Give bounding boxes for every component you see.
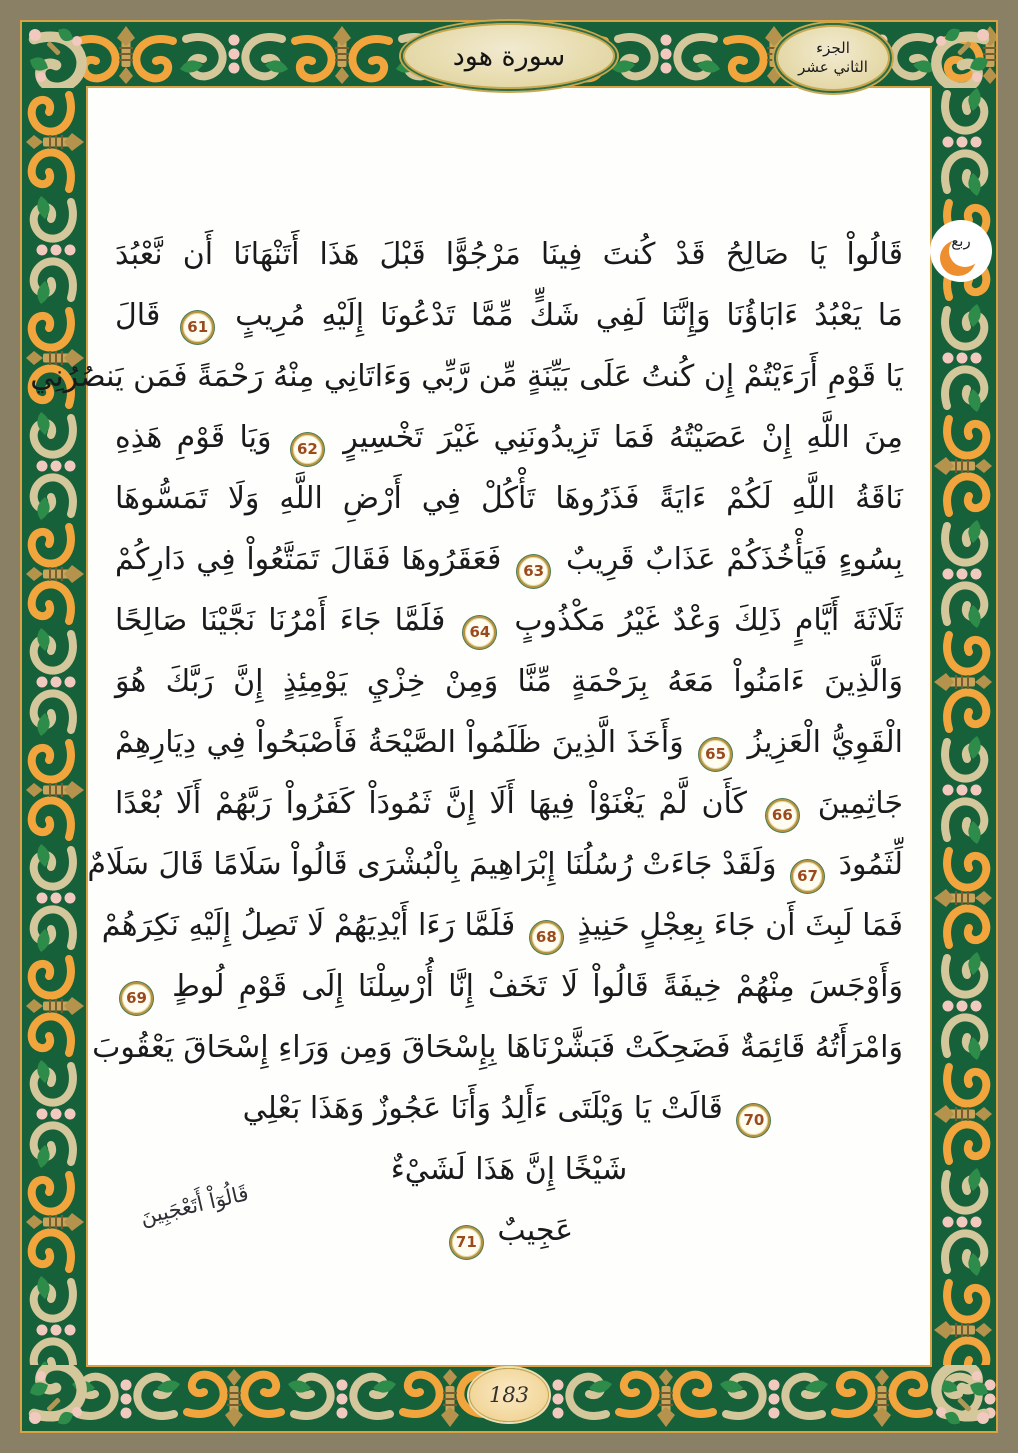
- quran-line: [115, 468, 903, 529]
- ayah-text: وَلَقَدْ جَاءَتْ رُسُلُنَا إِبْرَاهِيمَ بِالْبُشْرَى قَالُواْ سَلَامًا قَالَ سَلَامٌ: [87, 847, 777, 882]
- corner-ornament-bottom-left: [22, 1365, 88, 1431]
- quran-lines: [30, 224, 904, 1261]
- corner-ornament-top-left: [22, 22, 88, 88]
- quran-line: [115, 651, 903, 712]
- ayah-text: يَا قَوْمِ أَرَءَيْتُمْ إِن كُنتُ عَلَى بَيِّنَةٍ مِّن رَّبِّي وَءَاتَانِي مِنْهُ رَحْمَةً فَمَن يَنصُرُنِي: [30, 359, 903, 394]
- ayah-text: وَيَا قَوْمِ هَذِهِ: [115, 420, 272, 455]
- quran-line: [115, 285, 903, 346]
- ayah-text: وَالَّذِينَ ءَامَنُواْ مَعَهُ بِرَحْمَةٍ مِّنَّا وَمِنْ خِزْيِ يَوْمِئِذٍ إِنَّ رَبَّكَ هُوَ: [115, 664, 903, 699]
- ayah-number-marker: 67: [791, 860, 824, 893]
- juz-label-line2: الثاني عشر: [798, 58, 868, 76]
- ayah-text: مَا يَعْبُدُ ءَابَاؤُنَا وَإِنَّنَا لَفِي شَكٍّ مِّمَّا تَدْعُونَا إِلَيْهِ مُرِيبٍ: [235, 298, 903, 333]
- ayah-text: فَمَا لَبِثَ أَن جَاءَ بِعِجْلٍ حَنِيذٍ: [577, 908, 903, 943]
- ayah-text: فَعَقَرُوهَا فَقَالَ تَمَتَّعُواْ فِي دَارِكُمْ: [115, 542, 502, 577]
- ayah-text: الْقَوِيُّ الْعَزِيزُ: [747, 725, 903, 760]
- quran-line: [115, 712, 903, 773]
- corner-ornament-top-right: [930, 22, 996, 88]
- ayah-text: قَالَتْ يَا وَيْلَتَى ءَأَلِدُ وَأَنَا عَجُوزٌ وَهَذَا بَعْلِي: [242, 1091, 723, 1126]
- quran-line: [115, 529, 903, 590]
- surah-title-cartouche: [401, 21, 617, 91]
- rub-quarter-marker: [928, 218, 994, 284]
- ayah-text: قَالُواْ يَا صَالِحُ قَدْ كُنتَ فِينَا مَرْجُوًّا قَبْلَ هَذَا أَتَنْهَانَا أَن نَّعْبُدَ: [115, 237, 903, 272]
- ayah-text: مِنَ اللَّهِ إِنْ عَصَيْتُهُ فَمَا تَزِيدُونَنِي غَيْرَ تَخْسِيرٍ: [343, 420, 904, 455]
- ayah-number-marker: 61: [181, 311, 214, 344]
- quran-line: [115, 1200, 903, 1261]
- ayah-number-marker: 64: [463, 616, 496, 649]
- page-number: 183: [488, 1383, 530, 1407]
- ayah-text: كَأَن لَّمْ يَغْنَوْاْ فِيهَا أَلَا إِنَّ ثَمُودَاْ كَفَرُواْ رَبَّهُمْ أَلَا بُعْدًا: [115, 786, 747, 821]
- quran-line: [92, 1017, 903, 1078]
- quran-line: [115, 1078, 903, 1139]
- rub-marker-label: ربع: [951, 232, 971, 250]
- ayah-number-marker: 69: [120, 982, 153, 1015]
- ayah-text: وَأَوْجَسَ مِنْهُمْ خِيفَةً قَالُواْ لَا تَخَفْ إِنَّا أُرْسِلْنَا إِلَى قَوْمِ لُوطٍ: [172, 969, 903, 1004]
- ayah-text: ثَلَاثَةَ أَيَّامٍ ذَلِكَ وَعْدٌ غَيْرُ مَكْذُوبٍ: [514, 603, 903, 638]
- quran-line: [115, 224, 903, 285]
- quran-line: [115, 407, 903, 468]
- ayah-text: قَالَ: [115, 298, 161, 333]
- juz-label-line1: الجزء: [816, 39, 850, 57]
- ayah-number-marker: 65: [699, 738, 732, 771]
- ayah-number-marker: 68: [530, 921, 563, 954]
- quran-line: [115, 773, 903, 834]
- juz-cartouche: [774, 23, 892, 93]
- ayah-text: نَاقَةُ اللَّهِ لَكُمْ ءَايَةً فَذَرُوهَا تَأْكُلْ فِي أَرْضِ اللَّهِ وَلَا تَمَسُّوهَا: [115, 481, 903, 516]
- surah-title: سورة هود: [452, 40, 566, 72]
- ayah-number-marker: 70: [737, 1104, 770, 1137]
- ayah-text: جَاثِمِينَ: [817, 786, 903, 821]
- catchword: قَالُوٓاْ أَتَعْجَبِينَ: [138, 1181, 251, 1230]
- quran-line: [115, 956, 903, 1017]
- quran-line: [30, 346, 903, 407]
- ayah-text: وَامْرَأَتُهُ قَائِمَةٌ فَضَحِكَتْ فَبَشَّرْنَاهَا بِإِسْحَاقَ وَمِن وَرَاءِ إِسْحَاقَ يَعْقُوبَ: [92, 1030, 903, 1065]
- ayah-number-marker: 71: [450, 1226, 483, 1259]
- quran-line: [115, 590, 903, 651]
- ayah-text: فَلَمَّا جَاءَ أَمْرُنَا نَجَّيْنَا صَالِحًا: [115, 603, 446, 638]
- ayah-text: وَأَخَذَ الَّذِينَ ظَلَمُواْ الصَّيْحَةُ فَأَصْبَحُواْ فِي دِيَارِهِمْ: [115, 725, 684, 760]
- ayah-text: بِسُوءٍ فَيَأْخُذَكُمْ عَذَابٌ قَرِيبٌ: [565, 542, 903, 577]
- ayah-text: عَجِيبٌ: [497, 1213, 574, 1248]
- border-ornament-left: [22, 88, 88, 1365]
- page-number-badge: [469, 1368, 549, 1422]
- ayah-text: فَلَمَّا رَءَا أَيْدِيَهُمْ لَا تَصِلُ إِلَيْهِ نَكِرَهُمْ: [101, 908, 516, 943]
- ayah-text: شَيْخًا إِنَّ هَذَا لَشَيْءٌ: [390, 1152, 628, 1187]
- quran-line: [87, 834, 903, 895]
- corner-ornament-bottom-right: [930, 1365, 996, 1431]
- quran-line: [101, 895, 903, 956]
- ayah-text: لِّثَمُودَ: [838, 847, 903, 882]
- ayah-number-marker: 62: [291, 433, 324, 466]
- ayah-number-marker: 63: [517, 555, 550, 588]
- ayah-number-marker: 66: [766, 799, 799, 832]
